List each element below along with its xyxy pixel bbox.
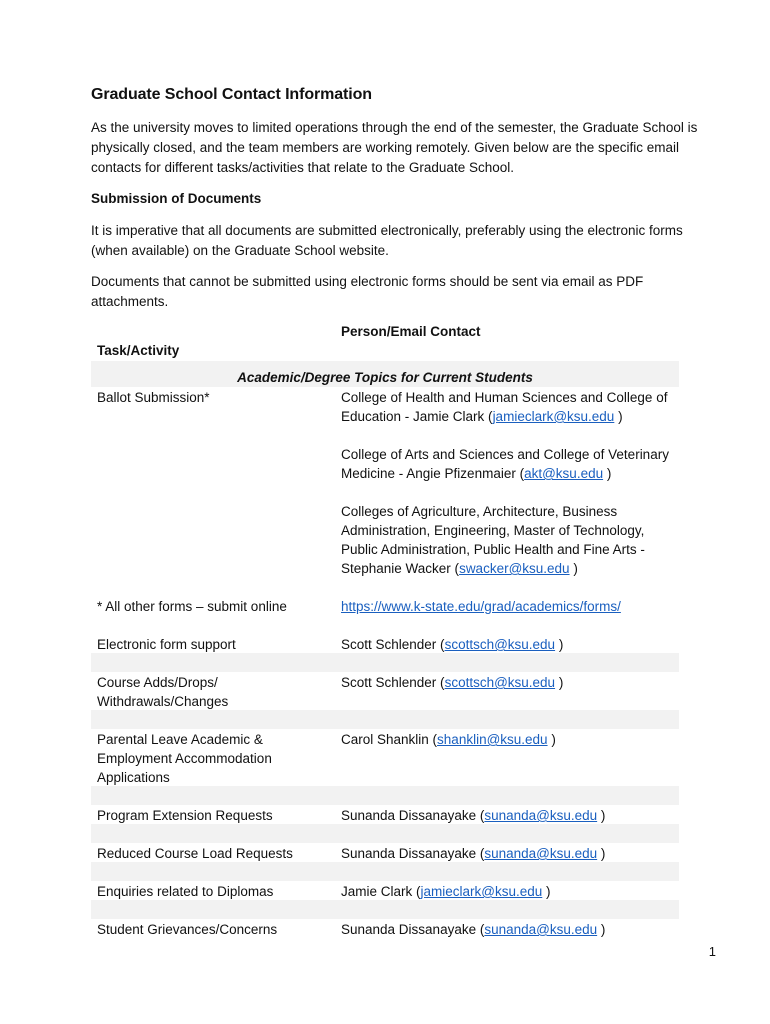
contact-cell — [341, 597, 671, 616]
task-label: Ballot Submission* — [97, 390, 210, 405]
email-link[interactable]: scottsch@ksu.edu — [444, 637, 556, 652]
contact-tail: ) — [569, 561, 578, 576]
contact-cell — [341, 730, 671, 749]
row-band — [91, 824, 679, 843]
row-band — [91, 862, 679, 881]
row-band — [91, 786, 679, 805]
contact-name: Scott Schlender ( — [341, 675, 445, 690]
contact-name: Sunanda Dissanayake ( — [341, 846, 485, 861]
contact-tail: ) — [542, 884, 551, 899]
task-label: * All other forms – submit online — [97, 599, 287, 614]
contact-cell — [341, 882, 671, 901]
row-band — [91, 653, 679, 672]
submission-paragraph-1: It is imperative that all documents are submitted electronically, preferably using the electronic forms (when available) on the Graduate School website. — [91, 223, 683, 258]
contact-name: Carol Shanklin ( — [341, 732, 438, 747]
submission-heading: Submission of Documents — [91, 191, 262, 206]
email-link[interactable]: sunanda@ksu.edu — [484, 922, 598, 937]
contact-tail: ) — [597, 808, 606, 823]
contact-tail: ) — [547, 732, 556, 747]
contact-tail: ) — [597, 922, 606, 937]
email-link[interactable]: sunanda@ksu.edu — [484, 846, 598, 861]
row-band — [91, 900, 679, 919]
email-link[interactable]: shanklin@ksu.edu — [437, 732, 548, 747]
task-label: Student Grievances/Concerns — [97, 922, 278, 937]
header-task: Task/Activity — [97, 343, 180, 358]
contact-cell — [341, 673, 671, 692]
contact-name: Sunanda Dissanayake ( — [341, 922, 485, 937]
contact-cell — [341, 445, 671, 483]
contact-name: Sunanda Dissanayake ( — [341, 808, 485, 823]
task-label: Enquiries related to Diplomas — [97, 884, 274, 899]
forms-link[interactable]: https://www.k-state.edu/grad/academics/forms/ — [341, 599, 621, 614]
email-link[interactable]: akt@ksu.edu — [524, 466, 604, 481]
task-label: Parental Leave Academic & Employment Accommodation Applications — [97, 732, 272, 785]
intro-paragraph: As the university moves to limited operations through the end of the semester, the Graduate School is physically closed, and the team members are working remotely. Given below are the specific email contacts for different tasks/activities that relate to the Graduate School. — [91, 120, 698, 175]
email-link[interactable]: jamieclark@ksu.edu — [492, 409, 615, 424]
email-link[interactable]: scottsch@ksu.edu — [444, 675, 556, 690]
section-title: Academic/Degree Topics for Current Students — [237, 370, 533, 385]
task-label: Reduced Course Load Requests — [97, 846, 293, 861]
row-band — [91, 710, 679, 729]
contact-cell — [341, 920, 671, 939]
contact-name: Jamie Clark ( — [341, 884, 421, 899]
contact-name: Scott Schlender ( — [341, 637, 445, 652]
contact-text: Colleges of Agriculture, Architecture, Business Administration, Engineering, Master of Technology, Public Administration, Public Health and Fine Arts - Stephanie Wacker ( — [341, 504, 645, 576]
contact-tail: ) — [597, 846, 606, 861]
email-link[interactable]: jamieclark@ksu.edu — [420, 884, 543, 899]
contact-text: College of Health and Human Sciences and College of Education - Jamie Clark ( — [341, 390, 668, 424]
submission-paragraph-2: Documents that cannot be submitted using electronic forms should be sent via email as PDF attachments. — [91, 274, 644, 309]
contact-tail: ) — [603, 466, 612, 481]
email-link[interactable]: swacker@ksu.edu — [459, 561, 570, 576]
contact-tail: ) — [614, 409, 623, 424]
task-label: Course Adds/Drops/ Withdrawals/Changes — [97, 675, 229, 709]
contact-cell — [341, 388, 671, 426]
header-contact: Person/Email Contact — [341, 324, 481, 339]
task-label: Program Extension Requests — [97, 808, 273, 823]
contact-cell — [341, 806, 671, 825]
contact-cell — [341, 844, 671, 863]
contact-tail: ) — [555, 675, 564, 690]
contact-cell — [341, 635, 671, 654]
contact-cell — [341, 502, 671, 578]
task-label: Electronic form support — [97, 637, 236, 652]
page-title: Graduate School Contact Information — [91, 86, 372, 103]
email-link[interactable]: sunanda@ksu.edu — [484, 808, 598, 823]
contact-text: College of Arts and Sciences and College of Veterinary Medicine - Angie Pfizenmaier ( — [341, 447, 669, 481]
page-number: 1 — [708, 944, 716, 959]
contact-tail: ) — [555, 637, 564, 652]
